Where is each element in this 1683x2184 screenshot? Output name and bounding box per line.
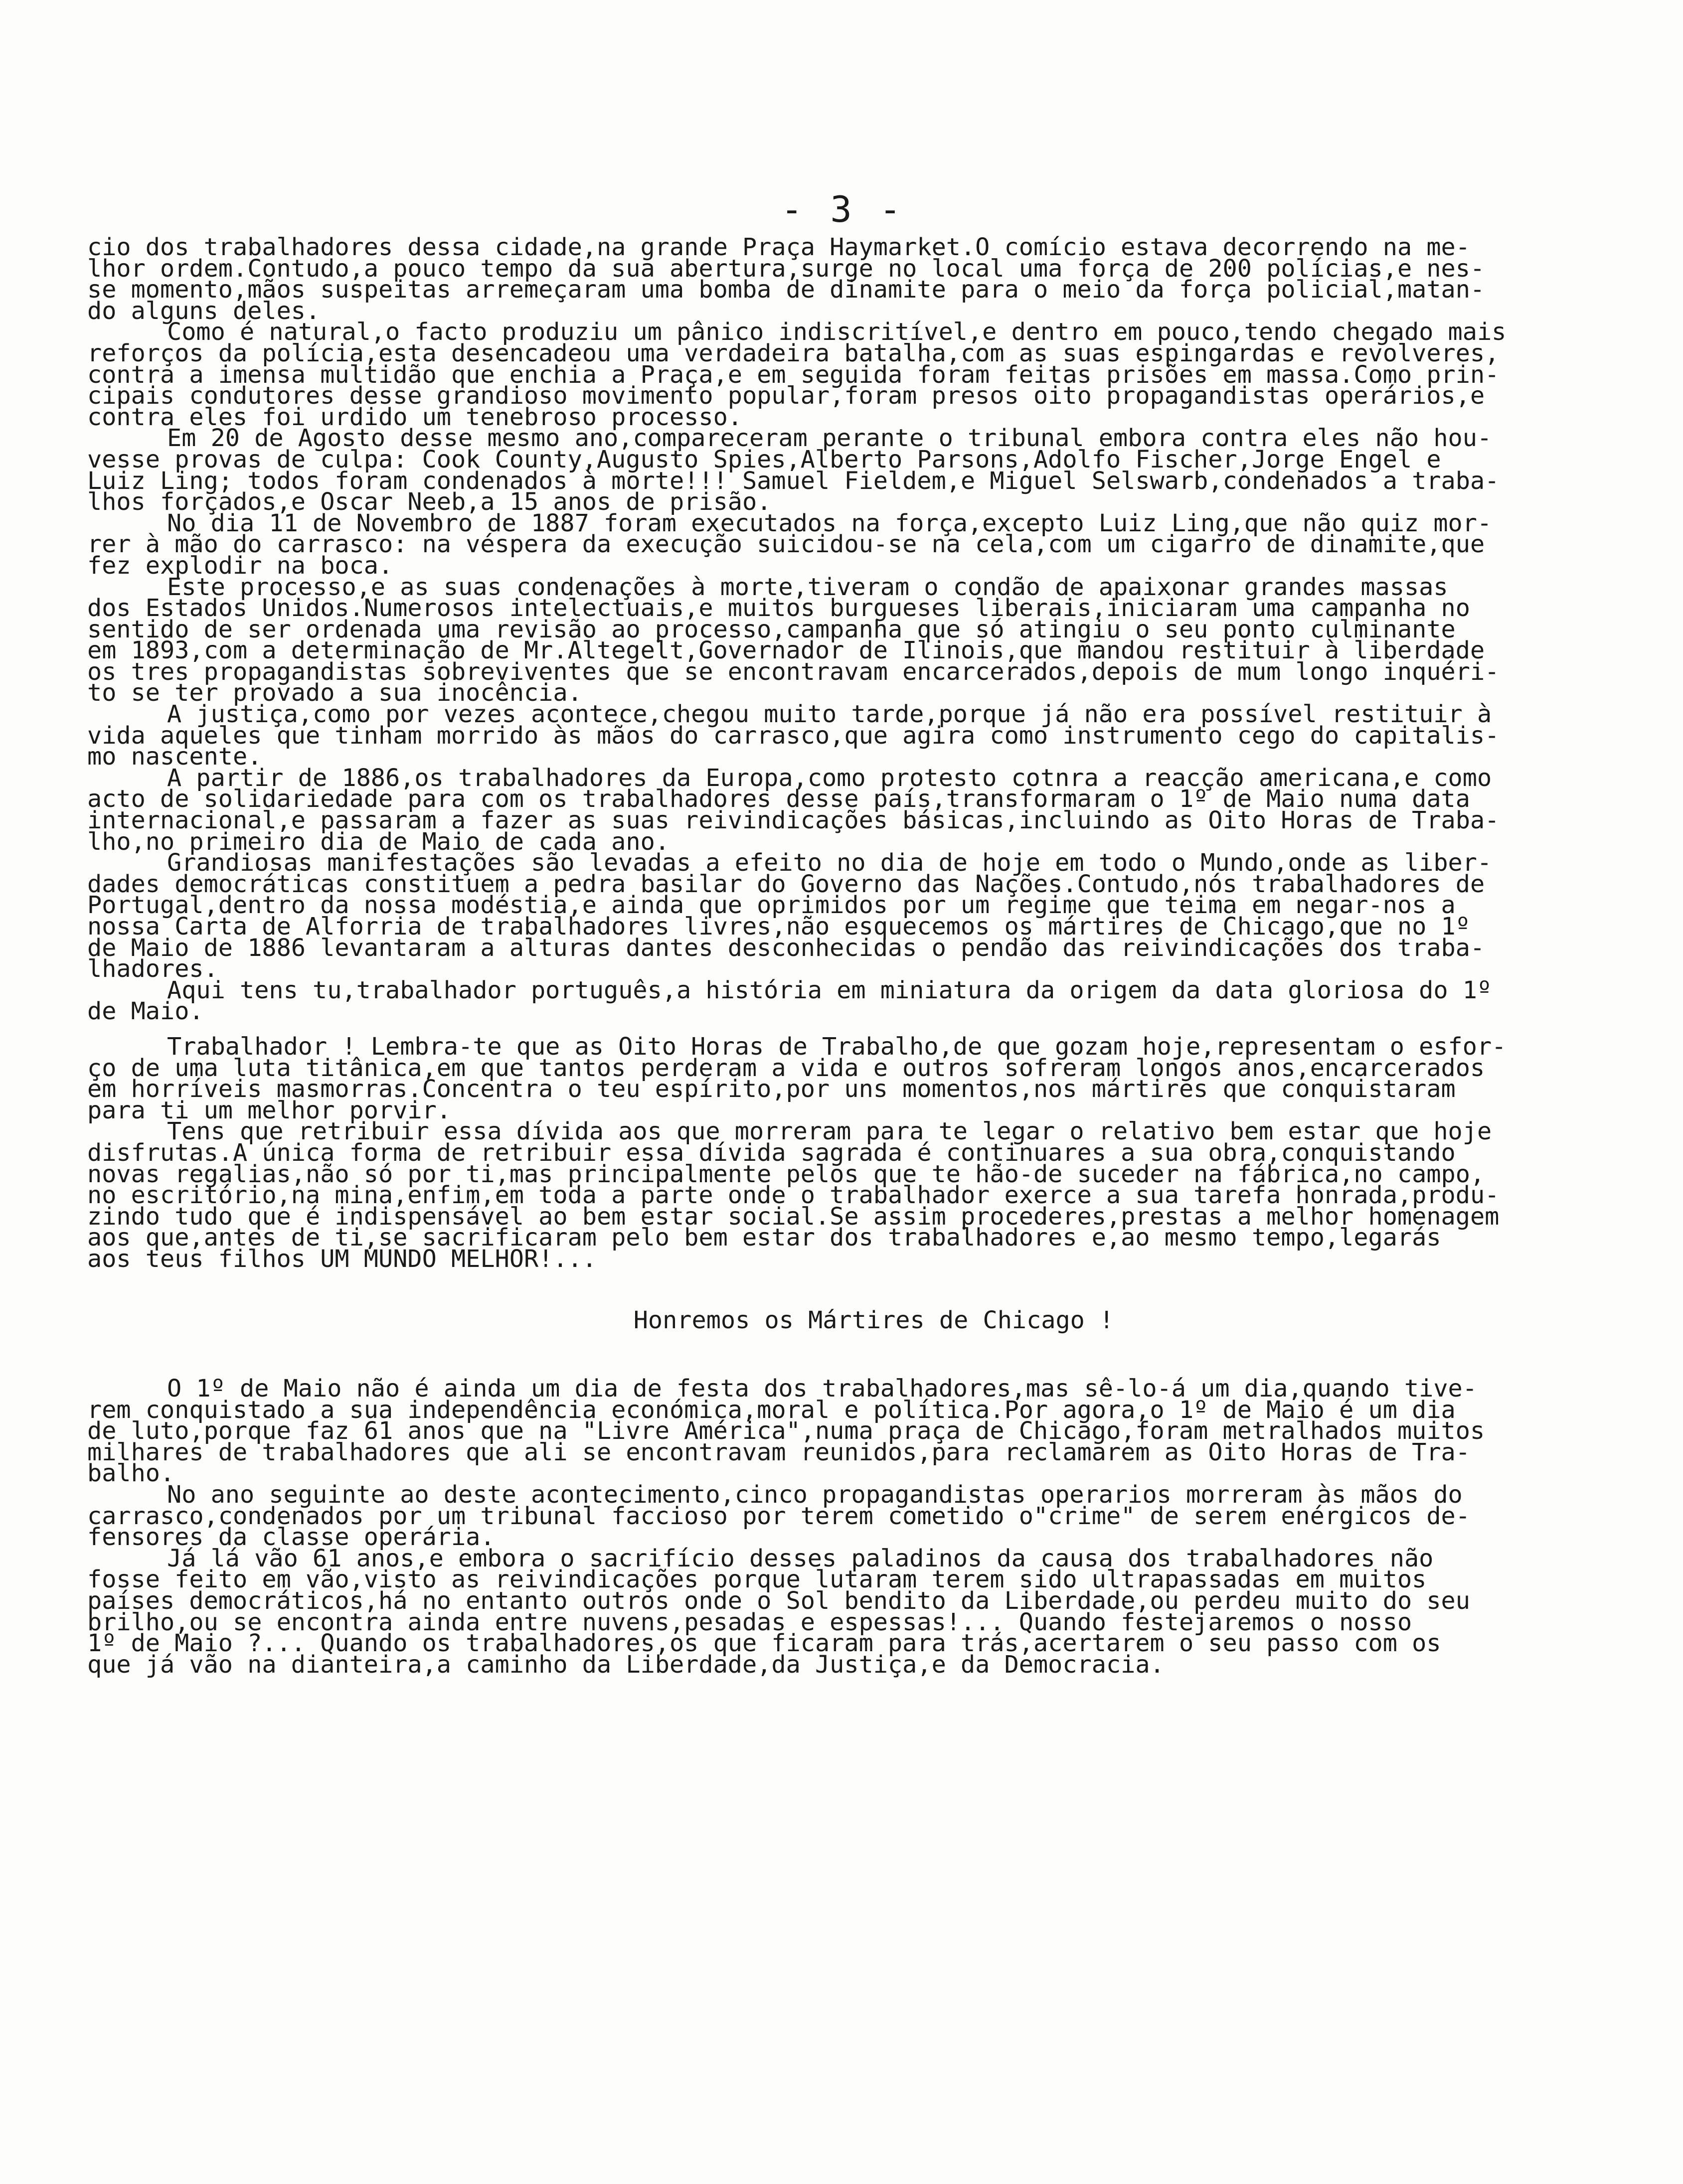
text-line: A justiça,como por vezes acontece,chegou muito tarde,porque já não era possível restituir à: [167, 700, 1492, 729]
text-line: lhadores.: [87, 955, 218, 983]
text-line: Grandiosas manifestações são levadas a efeito no dia de hoje em todo o Mundo,onde as liber-: [167, 849, 1492, 877]
text-line: Aqui tens tu,trabalhador português,a história em miniatura da origem da data gloriosa do 1º: [167, 976, 1492, 1004]
section-text-line: que já vão na dianteira,a caminho da Liberdade,da Justiça,e da Democracia.: [87, 1650, 1165, 1679]
text-line: disfrutas.A única forma de retribuir essa dívida sagrada é continuares a sua obra,conquistando: [87, 1138, 1456, 1167]
section-text-line: balho.: [87, 1459, 175, 1488]
text-line: lhor ordem.Contudo,a pouco tempo da sua abertura,surge no local uma força de 200 polícias,e nes-: [87, 254, 1485, 283]
text-line: ço de uma luta titânica,em que tantos perderam a vida e outros sofreram longos anos,encarcerados: [87, 1054, 1485, 1082]
text-line: lho,no primeiro dia de Maio de cada ano.: [87, 827, 670, 856]
section-text-line: fosse feito em vão,visto as reivindicações porque lutaram terem sido ultrapassadas em muitos: [87, 1565, 1427, 1594]
text-line: mo nascente.: [87, 743, 262, 771]
text-line: contra a imensa multidão que enchia a Praça,e em seguida foram feitas prisões em massa.Como prin-: [87, 360, 1500, 389]
text-line: lhos forçados,e Oscar Neeb,a 15 anos de prisão.: [87, 488, 772, 516]
text-line: A partir de 1886,os trabalhadores da Europa,como protesto cotnra a reacção americana,e como: [167, 764, 1492, 792]
text-line: Tens que retribuir essa dívida aos que morreram para te legar o relativo bem estar que hoje: [167, 1117, 1492, 1146]
text-line: em horríveis masmorras.Concentra o teu espírito,por uns momentos,nos mártires que conquistaram: [87, 1075, 1456, 1103]
section-title: Honremos os Mártires de Chicago !: [633, 1306, 1114, 1334]
section-text-line: carrasco,condenados por um tribunal faccioso por terem cometido o"crime" de serem enérgicos de-: [87, 1502, 1470, 1530]
section-text-line: No ano seguinte ao deste acontecimento,cinco propagandistas operarios morreram às mãos do: [167, 1481, 1463, 1509]
text-line: contra eles foi urdido um tenebroso processo.: [87, 403, 742, 431]
section-text-line: de luto,porque faz 61 anos que na "Livre América",numa praça de Chicago,foram metralhados muitos: [87, 1417, 1485, 1445]
body-text: [87, 233, 1610, 1679]
text-line: vesse provas de culpa: Cook County,Augusto Spies,Alberto Parsons,Adolfo Fischer,Jorge Engel e: [87, 445, 1441, 473]
text-line: cio dos trabalhadores dessa cidade,na grande Praça Haymarket.O comício estava decorrendo na me-: [87, 233, 1470, 261]
section-text-line: O 1º de Maio não é ainda um dia de festa dos trabalhadores,mas sê-lo-á um dia,quando tive-: [167, 1375, 1477, 1403]
text-line: dos Estados Unidos.Numerosos intelectuais,e muitos burgueses liberais,iniciaram uma campanha no: [87, 594, 1470, 623]
text-line: acto de solidariedade para com os trabalhadores desse país,transformaram o 1º de Maio numa data: [87, 785, 1470, 813]
text-line: novas regalias,não só por ti,mas principalmente pelos que te hão-de suceder na fábrica,no campo,: [87, 1160, 1485, 1188]
section-text-line: Já lá vão 61 anos,e embora o sacrifício desses paladinos da causa dos trabalhadores não: [167, 1544, 1434, 1572]
text-line: Portugal,dentro da nossa modéstia,e ainda que oprimidos por um regime que teima em negar-nos a: [87, 891, 1456, 920]
text-line: Como é natural,o facto produziu um pânico indiscritível,e dentro em pouco,tendo chegado mais: [167, 318, 1507, 346]
text-line: cipais condutores desse grandioso movimento popular,foram presos oito propagandistas operários,e: [87, 382, 1485, 410]
text-line: no escritório,na mina,enfim,em toda a parte onde o trabalhador exerce a sua tarefa honrada,produ-: [87, 1181, 1500, 1210]
text-line: rer à mão do carrasco: na véspera da execução suicidou-se na cela,com um cigarro de dinamite,que: [87, 530, 1485, 559]
text-line: Em 20 de Agosto desse mesmo ano,compareceram perante o tribunal embora contra eles não hou-: [167, 424, 1492, 453]
text-line: aos que,antes de ti,se sacrificaram pelo bem estar dos trabalhadores e,ao mesmo tempo,legarás: [87, 1224, 1441, 1252]
section-text-line: países democráticos,há no entanto outros onde o Sol bendito da Liberdade,ou perdeu muito do seu: [87, 1587, 1470, 1615]
text-line: fez explodir na boca.: [87, 551, 393, 580]
page-number: - 3 -: [781, 188, 904, 230]
text-line: zindo tudo que é indispensável ao bem estar social.Se assim procederes,prestas a melhor homenagem: [87, 1202, 1500, 1231]
text-line: os tres propagandistas sobreviventes que se encontravam encarcerados,depois de mum longo inquéri-: [87, 657, 1500, 686]
section-text-line: brilho,ou se encontra ainda entre nuvens,pesadas e espessas!... Quando festejaremos o nosso: [87, 1608, 1412, 1636]
text-line: se momento,mãos suspeitas arremeçaram uma bomba de dinamite para o meio da força policial,matan-: [87, 276, 1485, 304]
text-line: de Maio de 1886 levantaram a alturas dantes desconhecidas o pendão das reivindicações dos traba-: [87, 934, 1485, 962]
text-line: Luiz Ling; todos foram condenados à morte!!! Samuel Fieldem,e Miguel Selswarb,condenados a traba-: [87, 467, 1500, 495]
text-line: nossa Carta de Alforria de trabalhadores livres,não esquecemos os mártires de Chicago,que no 1º: [87, 913, 1470, 940]
text-line: em 1893,com a determinação de Mr.Altegelt,Governador de Ilinois,que mandou restituir à liberdade: [87, 636, 1485, 665]
text-line: do alguns deles.: [87, 297, 321, 325]
text-line: sentido de ser ordenada uma revisão ao processo,campanha que só atingiu o seu ponto culminante: [87, 615, 1456, 643]
section-text-line: 1º de Maio ?... Quando os trabalhadores,os que ficaram para trás,acertarem o seu passo com os: [87, 1629, 1441, 1658]
text-line: No dia 11 de Novembro de 1887 foram executados na força,excepto Luiz Ling,que não quiz mor-: [167, 509, 1492, 537]
text-line: dades democráticas constituem a pedra basilar do Governo das Nações.Contudo,nós trabalhadores de: [87, 870, 1485, 898]
section-text-line: milhares de trabalhadores que ali se encontravam reunidos,para reclamarem as Oito Horas de Tra-: [87, 1438, 1470, 1466]
text-line: to se ter provado a sua inocência.: [87, 679, 582, 707]
section-text-line: fensores da classe operária.: [87, 1523, 495, 1552]
text-line: internacional,e passaram a fazer as suas reivindicações básicas,incluindo as Oito Horas de Traba-: [87, 806, 1500, 835]
text-line: Trabalhador ! Lembra-te que as Oito Horas de Trabalho,de que gozam hoje,representam o esfor-: [167, 1032, 1507, 1061]
text-line: para ti um melhor porvir.: [87, 1096, 451, 1124]
text-line: aos teus filhos UM MUNDO MELHOR!...: [87, 1245, 597, 1273]
text-line: de Maio.: [87, 997, 204, 1026]
text-line: reforços da polícia,esta desencadeou uma verdadeira batalha,com as suas espingardas e revolveres,: [87, 339, 1500, 367]
text-line: Este processo,e as suas condenações à morte,tiveram o condão de apaixonar grandes massas: [167, 573, 1448, 601]
section-text-line: rem conquistado a sua independência económica,moral e política.Por agora,o 1º de Maio é um dia: [87, 1396, 1456, 1424]
text-line: vida aqueles que tinham morrido às mãos do carrasco,que agira como instrumento cego do capitalis-: [87, 721, 1500, 750]
